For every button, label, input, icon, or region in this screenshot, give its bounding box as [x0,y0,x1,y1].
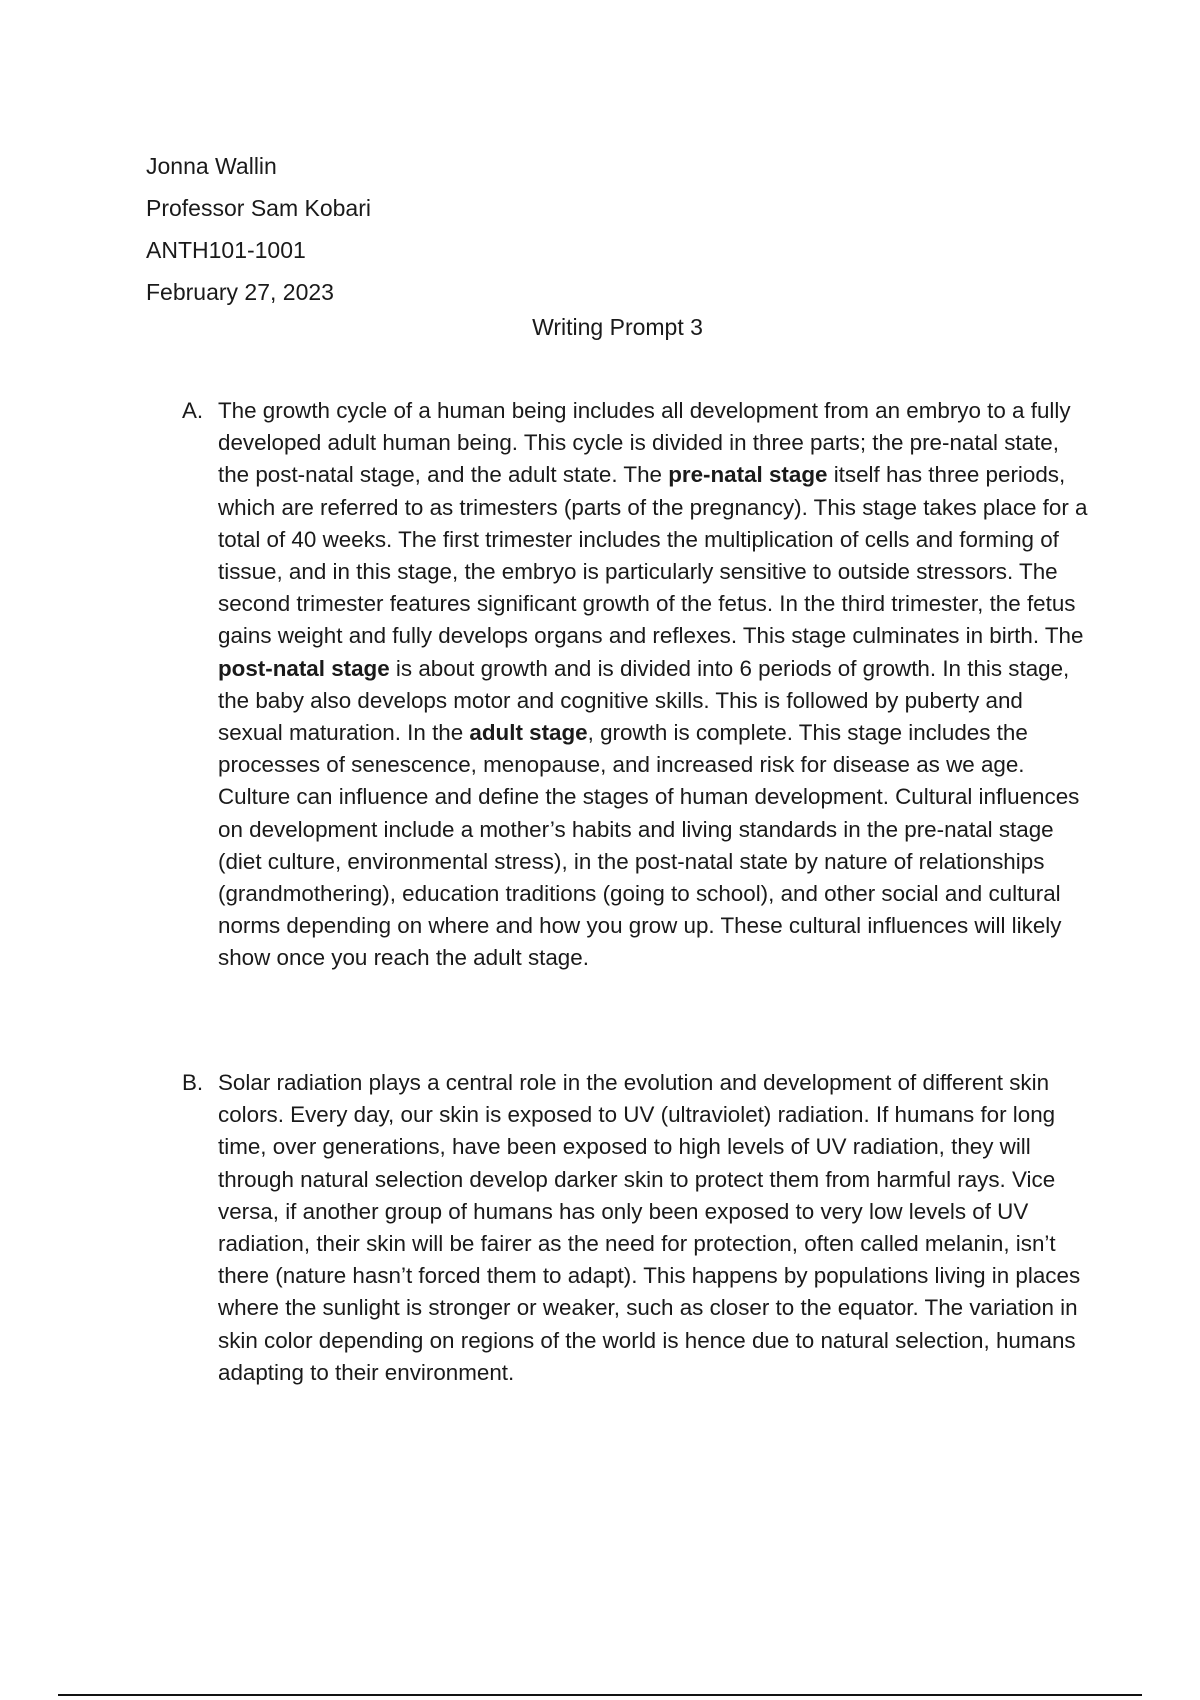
section-b-paragraph-1: Solar radiation plays a central role in the evolution and development of different skin colors. Every day, our skin is exposed to UV (ultraviolet) radiation. If humans for long time, over generations, have been exposed to high levels of UV radiation, they will through natural selection develop darker skin to protect them from harmful rays. Vice versa, if another group of humans has only been exposed to very low levels of UV radiation, their skin will be fairer as the need for protection, often called melanin, isn’t there (nature hasn’t forced them to adapt). This happens by populations living in places where the sunlight is stronger or weaker, such as closer to the equator. The variation in skin color depending on regions of the world is hence due to natural selection, humans adapting to their environment. [218,1070,1081,1385]
section-b [182,1067,1092,1389]
section-a-body [218,395,1092,975]
document-title: Writing Prompt 3 [532,314,703,340]
section-a-marker: A. [182,398,204,423]
page-bottom-rule [58,1694,1142,1696]
text-run: is about growth and is divided into 6 periods of growth. In this stage, the baby also develops motor and cognitive skills. This is followed by puberty and sexual maturation. In the [218,655,1070,746]
bold-term-pre-natal: pre-natal stage [668,462,828,488]
student-name: Jonna Wallin [146,153,277,179]
text-run: , growth is complete. This stage includes the processes of senescence, menopause, and increased risk for disease as we age. [218,720,1028,778]
section-a [182,395,1092,975]
bold-term-post-natal: post-natal stage [218,655,390,681]
course-code: ANTH101-1001 [146,237,306,263]
text-run: The growth cycle of a human being includes all development from an embryo to a fully developed adult human being. This cycle is divided in three parts; the pre-natal state, the post-natal stage, and the adult state. The [218,398,1071,488]
section-b-body [218,1067,1092,1389]
professor-name: Professor Sam Kobari [146,195,371,221]
document-header [146,145,371,313]
bold-term-adult: adult stage [469,720,588,746]
section-a-paragraph-2: Culture can influence and define the stages of human development. Cultural influences on development include a mother’s habits and living standards in the pre-natal stage (diet culture, environmental stress), in the post-natal state by nature of relationships (grandmothering), education traditions (going to school), and other social and cultural norms depending on where and how you grow up. These cultural influences will likely show once you reach the adult stage. [218,784,1080,971]
date: February 27, 2023 [146,279,334,305]
section-b-marker: B. [182,1070,204,1095]
section-a-paragraph-1 [218,395,1092,781]
text-run: itself has three periods, which are referred to as trimesters (parts of the pregnancy). This stage takes place for a total of 40 weeks. The first trimester includes the multiplication of cells and forming of tissue, and in this stage, the embryo is particularly sensitive to outside stressors. The second trimester features significant growth of the fetus. In the third trimester, the fetus gains weight and fully develops organs and reflexes. This stage culminates in birth. The [218,462,1088,649]
